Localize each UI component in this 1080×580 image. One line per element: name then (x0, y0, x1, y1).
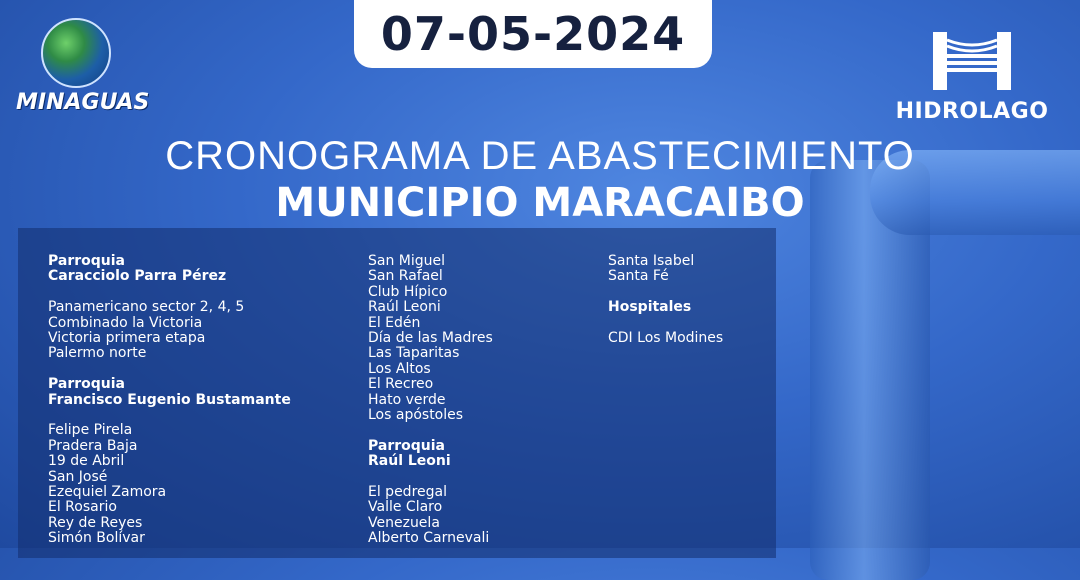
list-item: Club Hípico (368, 283, 448, 300)
parish-name: Raúl Leoni (368, 453, 451, 470)
list-item: Santa Isabel (608, 253, 695, 269)
hospitals-heading: Hospitales (608, 299, 692, 316)
list-item: Panamericano sector 2, 4, 5 (48, 299, 245, 316)
list-item: Los Altos (368, 360, 431, 377)
list-item: Valle Claro (368, 499, 443, 516)
list-item: Las Taparitas (368, 345, 460, 362)
column-3 (608, 254, 723, 346)
globe-icon (41, 18, 111, 88)
schedule-title: CRONOGRAMA DE ABASTECIMIENTO (165, 134, 915, 178)
column-2 (368, 254, 493, 547)
date-text: 07-05-2024 (380, 7, 686, 61)
list-item: CDI Los Modines (608, 330, 724, 346)
minaguas-logo (16, 18, 150, 115)
parish-name: Caracciolo Parra Pérez (48, 268, 227, 285)
list-item: San José (48, 468, 108, 485)
list-item: Santa Fé (608, 268, 669, 285)
hidrolago-logo (882, 32, 1062, 124)
list-item: Día de las Madres (368, 330, 493, 347)
list-item: San Rafael (368, 268, 443, 285)
list-item: Ezequiel Zamora (48, 484, 167, 501)
list-item: Combinado la Victoria (48, 314, 203, 331)
list-item: El Edén (368, 314, 421, 331)
hidrolago-logo-text: HIDROLAGO (895, 99, 1049, 124)
list-item: Los apóstoles (368, 407, 464, 424)
list-item: Victoria primera etapa (48, 330, 206, 347)
hidrolago-h-icon (933, 32, 1011, 90)
list-item: Palermo norte (48, 345, 147, 362)
list-item: Rey de Reyes (48, 514, 143, 531)
parish-label: Parroquia (368, 437, 445, 454)
list-item: San Miguel (368, 253, 446, 269)
parish-label: Parroquia (48, 376, 125, 393)
list-item: El Recreo (368, 376, 434, 393)
date-banner (354, 0, 712, 68)
list-item: Raúl Leoni (368, 299, 441, 316)
list-item: Simón Bolívar (48, 530, 145, 547)
parish-name: Francisco Eugenio Bustamante (48, 391, 291, 408)
column-1 (48, 254, 291, 547)
minaguas-logo-text: MINAGUAS (16, 90, 150, 115)
list-item: 19 de Abril (48, 453, 125, 470)
list-item: Venezuela (368, 514, 440, 531)
list-item: Pradera Baja (48, 437, 138, 454)
parish-label: Parroquia (48, 253, 125, 269)
list-item: Alberto Carnevali (368, 530, 490, 547)
list-item: Hato verde (368, 391, 446, 408)
list-item: Felipe Pirela (48, 422, 133, 439)
municipality-title: MUNICIPIO MARACAIBO (275, 180, 805, 226)
list-item: El pedregal (368, 484, 447, 501)
list-item: El Rosario (48, 499, 117, 516)
